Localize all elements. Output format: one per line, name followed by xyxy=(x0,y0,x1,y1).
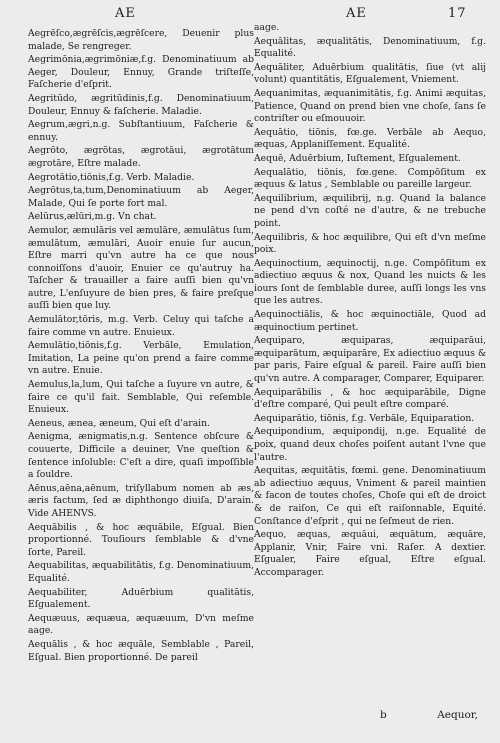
dictionary-entry: Aequipondium, æquipondij, n.ge. Equalité de poix, quand deux choſes poiſent autant l'vne que l'autre. xyxy=(254,426,486,463)
dictionary-entry: Aegritūdo, ægritūdinis,f.g. Denominatiuum, Douleur, Ennuy & faſcherie. Maladie. xyxy=(28,92,254,117)
dictionary-entry: Aequæuus, æquæua, æquæuum, D'vn meſme aage. xyxy=(28,612,254,637)
dictionary-entry: Aegrotātio,tiōnis,f.g. Verb. Maladie. xyxy=(28,171,195,183)
dictionary-entry: Aequiparābilis , & hoc æquiparābile, Digne d'eſtre comparé, Qui peult eſtre comparé. xyxy=(254,386,486,411)
left-running-head: AE xyxy=(115,6,136,21)
dictionary-entry: Aemulor, æmulāris vel æmulāre, æmulātus ſum, æmulātum, æmulāri, Auoir enuie ſur aucun, Eſtre marri qu'vn autre ha ce que nous connoiſſons d'auoir, Enuier ce qu'autruy ha. Taſcher & trauailler a faire auſſi bien qu'vn autre, L'enſuyure de bien pres, & faire preſque auſſi bien que luy. xyxy=(28,224,254,312)
dictionary-entry: Aegrōto, ægrōtas, ægrotāui, ægrotātum ægrotāre, Eſtre malade. xyxy=(28,145,254,169)
right-running-head: AE xyxy=(346,6,367,21)
dictionary-entry: Aelūrus,ælūri,m.g. Vn chat. xyxy=(28,211,157,223)
dictionary-entry: Aequiparātio, tiōnis, f.g. Verbāle, Equiparation. xyxy=(254,412,475,424)
dictionary-entry: Aequitas, æquitātis, fœmi. gene. Denominatiuum ab adiectiuo æquus, Vniment & pareil maintien & facon de toutes choſes, Choſe qui eſt de droict & de raiſon, Ce qui eſt raiſonnable, Equité. Conſtance d'eſprit , qui ne ſeſmeut de rien. xyxy=(254,465,486,527)
dictionary-entry: Aegrēſco,ægrēſcis,ægrēſcere, Deuenir plus malade, Se rengreger. xyxy=(28,28,254,52)
right-column xyxy=(254,22,486,581)
dictionary-entry: Aequāliter, Aduērbium qualitātis, ſiue (vt alij volunt) quantitātis, Eſgualement, Vniement. xyxy=(254,61,486,86)
dictionary-entry: aage. xyxy=(254,22,280,33)
dictionary-entry: Aequālis , & hoc æquāle, Semblable , Pareil, Eſgual. Bien proportionné. De pareil xyxy=(28,638,254,663)
dictionary-entry: Aequābilis , & hoc æquābile, Eſgual. Bien proportionné. Touſiours ſemblable & d'vne ſorte, Pareil. xyxy=(28,521,254,558)
dictionary-entry: Aēnus,aēna,aēnum, triſyllabum nomen ab æs, æris factum, ſed æ diphthongo diuiſa, D'arain. Vide AHENVS. xyxy=(28,482,254,519)
dictionary-entry: Aequabilitas, æquabilitātis, f.g. Denominatiuum, Equalité. xyxy=(28,560,254,584)
dictionary-entry: Aequālitas, æqualitātis, Denominatiuum, f.g. Equalité. xyxy=(254,35,486,60)
dictionary-entry: Aequinoctiālis, & hoc æquinoctiāle, Quod ad æquinoctium pertinet. xyxy=(254,309,486,333)
dictionary-entry: Aequilibris, & hoc æquilibre, Qui eſt d'vn meſme poix. xyxy=(254,231,486,256)
dictionary-entry: Aegrum,ægri,n.g. Subſtantiuum, Faſcherie & ennuy. xyxy=(28,119,254,143)
dictionary-entry: Aequanimitas, æquanimitātis, f.g. Animi æquitas, Patience, Quand on prend bien vne choſe, ſans ſe contriſter ou eſmouuoir. xyxy=(254,87,486,125)
dictionary-entry: Aequē, Aduērbium, Iuſtement, Eſgualement. xyxy=(254,152,461,164)
dictionary-entry: Aequo, æquas, æquāui, æquātum, æquāre, Applanir, Vnir, Faire vni. Raſer. A dextier. Eſgualer, Faire eſgual, Eſtre eſgual. Accomparager. xyxy=(254,529,486,578)
dictionary-entry: Aequātio, tiōnis, fœ.ge. Verbāle ab Aequo, æquas, Applaniſſement. Equalité. xyxy=(254,126,486,151)
dictionary-entry: Aequilibrium, æquilibrij, n.g. Quand la balance ne pend d'vn coſté ne d'autre, & ne trebuche point. xyxy=(254,192,486,229)
dictionary-entry: Aenigma, ænigmatis,n.g. Sentence obſcure & couuerte, Difficile a deuiner, Vne queſtion & ſentence inſoluble: C'eſt a dire, quaſi impoſſible a ſouldre. xyxy=(28,431,254,481)
dictionary-entry: Aequalātio, tiōnis, fœ.gene. Compōſitum ex æquus & latus , Semblable ou pareille largeur. xyxy=(254,166,486,191)
left-column xyxy=(28,28,254,665)
page-number: 17 xyxy=(448,6,467,21)
dictionary-entry: Aemulātio,tiōnis,f.g. Verbāle, Emulation, Imitation, La peine qu'on prend a faire comme vn autre. Enuie. xyxy=(28,340,254,377)
dictionary-entry: Aegrōtus,ta,tum,Denominatiuum ab Aeger, Malade, Qui ſe porte fort mal. xyxy=(28,185,254,209)
catchword: Aequor, xyxy=(437,709,478,721)
signature-mark: b xyxy=(380,709,387,721)
dictionary-entry: Aemulus,la,lum, Qui taſche a ſuyure vn autre, & faire ce qu'il fait. Semblable, Qui reſemble. Enuieux. xyxy=(28,379,254,416)
dictionary-entry: Aequiparo, æquiparas, æquiparāui, æquiparātum, æquiparāre, Ex adiectiuo æquus & par paris, Faire eſgual & pareil. Faire auſſi bien qu'vn autre. A comparager, Comparer, Equiparer. xyxy=(254,335,486,385)
dictionary-entry: Aemulātor,tōris, m.g. Verb. Celuy qui taſche a faire comme vn autre. Enuieux. xyxy=(28,314,254,338)
dictionary-entry: Aeneus, ænea, æneum, Qui eſt d'arain. xyxy=(28,417,210,429)
dictionary-entry: Aequabiliter, Aduērbium qualitātis, Eſgualement. xyxy=(28,586,254,611)
dictionary-entry: Aegrimōnia,ægrimōniæ,f.g. Denominatiuum ab Aeger, Douleur, Ennuy, Grande triſteſſe, Faſcherie d'eſprit. xyxy=(28,54,254,91)
dictionary-entry: Aequinoctium, æquinoctij, n.ge. Compōſitum ex adiectiuo æquus & nox, Quand les nuicts & les iours ſont de ſemblable duree, auſſi longs les vns que les autres. xyxy=(254,257,486,307)
